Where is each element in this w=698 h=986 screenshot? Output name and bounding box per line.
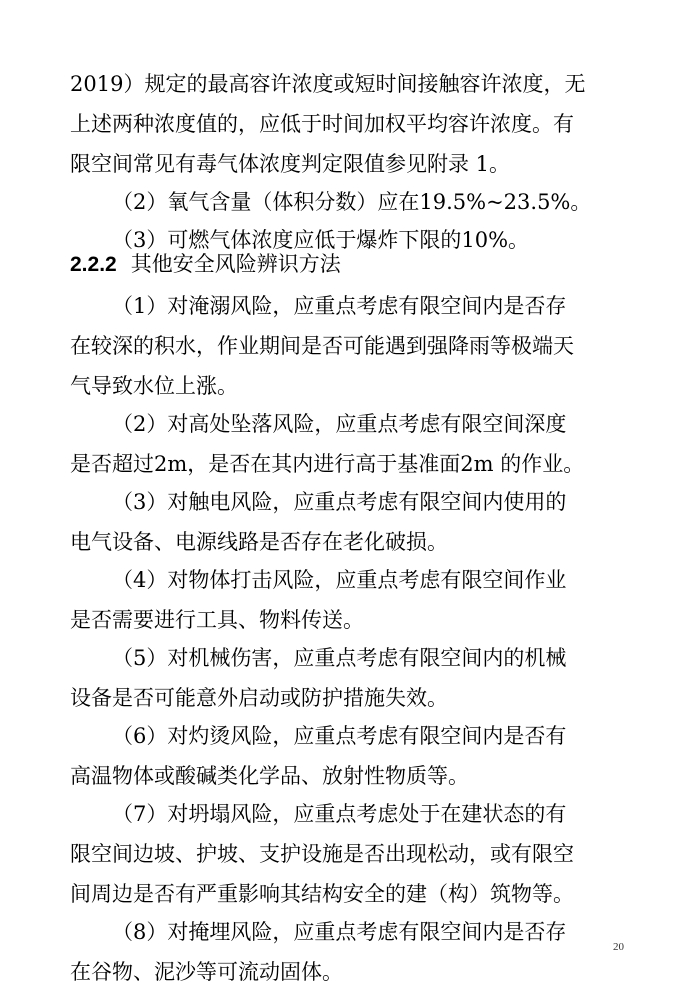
fall-risk-line: （2）对高处坠落风险，应重点考虑有限空间深度	[112, 412, 567, 436]
strike-risk-line: （4）对物体打击风险，应重点考虑有限空间作业	[112, 568, 567, 592]
body-text-line: 限空间常见有毒气体浓度判定限值参见附录 1。	[70, 152, 511, 176]
body-text-line: 上述两种浓度值的，应低于时间加权平均容许浓度。有	[70, 112, 574, 136]
oxygen-criterion: （2）氧气含量（体积分数）应在19.5%~23.5%。	[112, 190, 592, 214]
burial-risk-line: 在谷物、泥沙等可流动固体。	[70, 960, 343, 984]
collapse-risk-line: 限空间边坡、护坡、支护设施是否出现松动，或有限空	[70, 842, 574, 866]
collapse-risk-line: 间周边是否有严重影响其结构安全的建（构）筑物等。	[70, 882, 574, 906]
mechanical-risk-line: （5）对机械伤害，应重点考虑有限空间内的机械	[112, 646, 567, 670]
drowning-risk-line: （1）对淹溺风险，应重点考虑有限空间内是否存	[112, 294, 567, 318]
body-text-line: 2019）规定的最高容许浓度或短时间接触容许浓度，无	[70, 72, 586, 96]
page-number: 20	[613, 941, 624, 953]
burial-risk-line: （8）对掩埋风险，应重点考虑有限空间内是否存	[112, 920, 567, 944]
electric-risk-line: （3）对触电风险，应重点考虑有限空间内使用的	[112, 490, 567, 514]
electric-risk-line: 电气设备、电源线路是否存在老化破损。	[70, 530, 448, 554]
collapse-risk-line: （7）对坍塌风险，应重点考虑处于在建状态的有	[112, 802, 567, 826]
drowning-risk-line: 气导致水位上涨。	[70, 374, 238, 398]
section-heading	[70, 250, 341, 279]
burn-risk-line: 高温物体或酸碱类化学品、放射性物质等。	[70, 764, 469, 788]
fall-risk-line: 是否超过2m，是否在其内进行高于基准面2m 的作业。	[70, 452, 585, 476]
drowning-risk-line: 在较深的积水，作业期间是否可能遇到强降雨等极端天	[70, 334, 574, 358]
burn-risk-line: （6）对灼烫风险，应重点考虑有限空间内是否有	[112, 724, 567, 748]
flammable-criterion: （3）可燃气体浓度应低于爆炸下限的10%。	[112, 228, 530, 252]
strike-risk-line: 是否需要进行工具、物料传送。	[70, 608, 364, 632]
mechanical-risk-line: 设备是否可能意外启动或防护措施失效。	[70, 686, 448, 710]
section-title: 其他安全风险辨识方法	[130, 252, 341, 276]
section-number: 2.2.2	[70, 253, 117, 276]
